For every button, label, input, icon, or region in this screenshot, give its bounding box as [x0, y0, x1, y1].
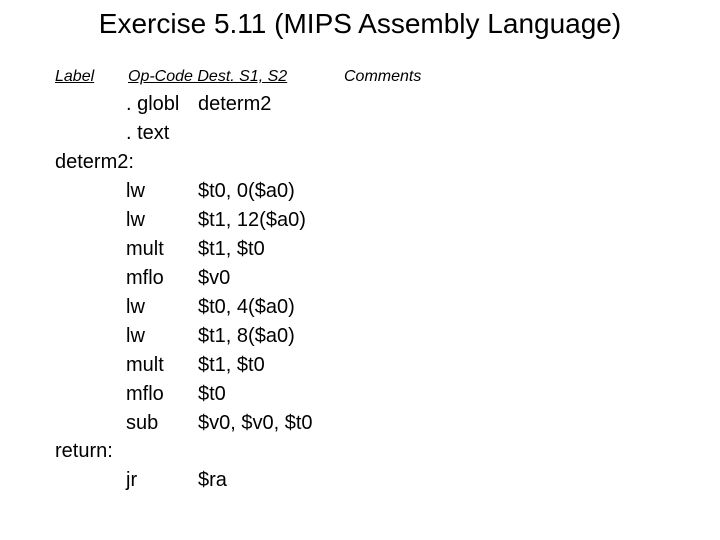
code-line — [0, 437, 720, 466]
code-label: determ2: — [55, 151, 134, 173]
code-operands: $t0, 0($a0) — [198, 180, 295, 202]
comments-column-header: Comments — [344, 68, 422, 85]
code-line — [0, 206, 720, 235]
code-line — [0, 351, 720, 380]
code-line — [0, 380, 720, 409]
code-line — [0, 466, 720, 495]
code-line — [0, 119, 720, 148]
code-line — [0, 293, 720, 322]
code-opcode: mult — [126, 354, 164, 376]
code-operands: $v0 — [198, 267, 231, 289]
code-opcode: lw — [126, 296, 145, 318]
code-opcode: mult — [126, 238, 164, 260]
code-opcode: jr — [126, 469, 138, 491]
opcode-operands-column-header: Op-Code Dest. S1, S2 — [128, 68, 288, 85]
label-column-header: Label — [55, 68, 95, 85]
code-line — [0, 235, 720, 264]
code-line — [0, 90, 720, 119]
code-operands: $t0 — [198, 383, 226, 405]
code-operands: $t1, 8($a0) — [198, 325, 295, 347]
code-opcode: lw — [126, 180, 145, 202]
code-line — [0, 322, 720, 351]
code-opcode: . globl — [126, 93, 180, 115]
page-title: Exercise 5.11 (MIPS Assembly Language) — [98, 8, 622, 39]
code-operands: determ2 — [198, 93, 272, 115]
code-line — [0, 148, 720, 177]
code-operands: $t0, 4($a0) — [198, 296, 295, 318]
code-line — [0, 177, 720, 206]
code-opcode: lw — [126, 209, 145, 231]
code-operands: $t1, 12($a0) — [198, 209, 306, 231]
code-opcode: mflo — [126, 383, 164, 405]
code-opcode: lw — [126, 325, 145, 347]
code-opcode: . text — [126, 122, 170, 144]
code-line — [0, 264, 720, 293]
code-opcode: mflo — [126, 267, 164, 289]
code-line — [0, 409, 720, 438]
code-operands: $t1, $t0 — [198, 238, 265, 260]
code-opcode: sub — [126, 412, 159, 434]
code-operands: $v0, $v0, $t0 — [198, 412, 313, 434]
code-operands: $t1, $t0 — [198, 354, 265, 376]
code-operands: $ra — [198, 469, 227, 491]
code-label: return: — [55, 440, 113, 462]
